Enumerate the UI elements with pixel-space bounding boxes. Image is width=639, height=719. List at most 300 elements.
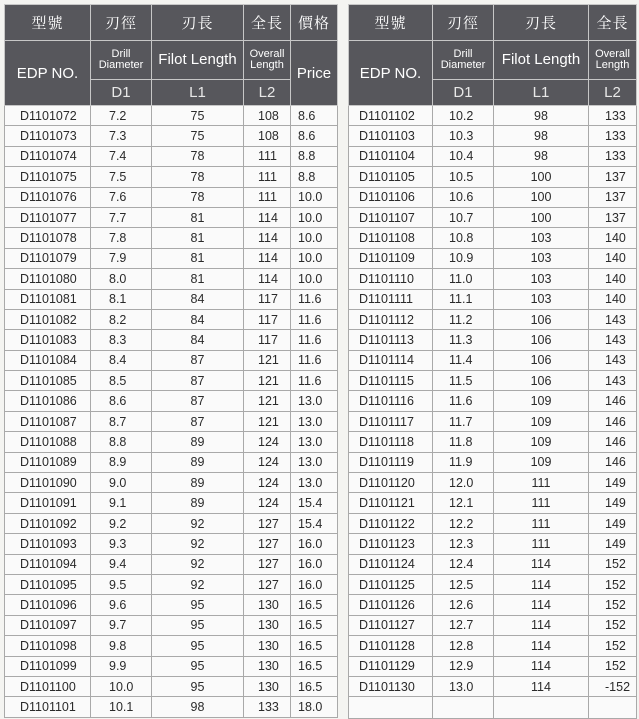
d1-cell: 9.7 — [91, 615, 152, 635]
edp-cell: D1101107 — [349, 207, 433, 227]
d1-cell: 8.2 — [91, 309, 152, 329]
l1-cell: 95 — [152, 636, 244, 656]
d1-header-code: D1 — [433, 80, 494, 106]
d1-cell: 12.8 — [433, 636, 494, 656]
l1-cell: 106 — [494, 330, 589, 350]
table-row — [349, 574, 637, 594]
l1-cell: 95 — [152, 595, 244, 615]
l2-cell: 117 — [244, 330, 291, 350]
l2-cell: 130 — [244, 636, 291, 656]
table-row — [349, 432, 637, 452]
d1-cell: 8.0 — [91, 269, 152, 289]
l2-cell: 152 — [589, 656, 637, 676]
price-cell: 13.0 — [291, 432, 338, 452]
price-cell: 8.8 — [291, 167, 338, 187]
l1-cell: 92 — [152, 513, 244, 533]
d1-cell: 8.6 — [91, 391, 152, 411]
price-cell: 10.0 — [291, 187, 338, 207]
l2-cell: 108 — [244, 106, 291, 126]
d1-cell: 8.5 — [91, 371, 152, 391]
l1-cell: 78 — [152, 187, 244, 207]
table-row — [5, 676, 338, 696]
d1-cell: 12.6 — [433, 595, 494, 615]
price-header-en: Price — [291, 41, 338, 106]
empty-cell — [349, 697, 433, 719]
l1-cell: 114 — [494, 676, 589, 696]
table-row — [349, 248, 637, 268]
d1-cell: 10.3 — [433, 126, 494, 146]
table-row — [349, 330, 637, 350]
table-row — [349, 615, 637, 635]
d1-cell: 8.7 — [91, 411, 152, 431]
edp-cell: D1101109 — [349, 248, 433, 268]
l2-cell: 130 — [244, 615, 291, 635]
edp-cell: D1101122 — [349, 513, 433, 533]
edp-cell: D1101105 — [349, 167, 433, 187]
d1-cell: 11.2 — [433, 309, 494, 329]
edp-cell: D1101128 — [349, 636, 433, 656]
price-cell: 11.6 — [291, 371, 338, 391]
l2-cell: 111 — [244, 167, 291, 187]
table-row — [5, 330, 338, 350]
l1-cell: 87 — [152, 350, 244, 370]
empty-row — [349, 697, 637, 719]
l2-cell: 143 — [589, 350, 637, 370]
edp-cell: D1101102 — [349, 106, 433, 126]
l2-cell: 117 — [244, 289, 291, 309]
table-row — [5, 167, 338, 187]
d1-cell: 11.3 — [433, 330, 494, 350]
d1-cell: 9.2 — [91, 513, 152, 533]
l2-header-code: L2 — [589, 80, 637, 106]
edp-cell: D1101118 — [349, 432, 433, 452]
l1-cell: 87 — [152, 391, 244, 411]
table-row — [5, 289, 338, 309]
d1-cell: 12.1 — [433, 493, 494, 513]
edp-cell: D1101072 — [5, 106, 91, 126]
l2-header-zh: 全長 — [244, 5, 291, 41]
l2-header-en: Overall Length — [244, 41, 291, 80]
l2-cell: 133 — [589, 146, 637, 166]
l1-cell: 106 — [494, 350, 589, 370]
l1-cell: 95 — [152, 676, 244, 696]
table-row — [5, 554, 338, 574]
price-cell: 16.5 — [291, 656, 338, 676]
edp-cell: D1101121 — [349, 493, 433, 513]
price-cell: 13.0 — [291, 473, 338, 493]
table-row — [349, 187, 637, 207]
price-cell: 16.5 — [291, 676, 338, 696]
l1-cell: 89 — [152, 432, 244, 452]
l1-cell: 111 — [494, 473, 589, 493]
d1-header-zh: 刃徑 — [91, 5, 152, 41]
d1-cell: 10.0 — [91, 676, 152, 696]
d1-cell: 9.9 — [91, 656, 152, 676]
d1-cell: 9.1 — [91, 493, 152, 513]
table-row — [349, 595, 637, 615]
d1-cell: 12.9 — [433, 656, 494, 676]
edp-cell: D1101080 — [5, 269, 91, 289]
edp-cell: D1101082 — [5, 309, 91, 329]
l2-cell: 114 — [244, 269, 291, 289]
l1-cell: 81 — [152, 228, 244, 248]
l2-cell: 111 — [244, 187, 291, 207]
l2-cell: 124 — [244, 473, 291, 493]
table-row — [5, 371, 338, 391]
table-row — [349, 350, 637, 370]
d1-header-en: Drill Diameter — [433, 41, 494, 80]
d1-cell: 10.1 — [91, 697, 152, 717]
price-cell: 16.0 — [291, 574, 338, 594]
l2-cell: 133 — [589, 126, 637, 146]
edp-cell: D1101100 — [5, 676, 91, 696]
l2-cell: 108 — [244, 126, 291, 146]
l1-cell: 81 — [152, 248, 244, 268]
edp-cell: D1101111 — [349, 289, 433, 309]
d1-cell: 11.9 — [433, 452, 494, 472]
price-cell: 16.5 — [291, 615, 338, 635]
d1-cell: 8.8 — [91, 432, 152, 452]
table-row — [5, 207, 338, 227]
l2-cell: 146 — [589, 391, 637, 411]
table-row — [349, 309, 637, 329]
d1-cell: 11.1 — [433, 289, 494, 309]
l2-cell: 127 — [244, 534, 291, 554]
edp-cell: D1101085 — [5, 371, 91, 391]
l2-cell: 152 — [589, 574, 637, 594]
l1-cell: 114 — [494, 554, 589, 574]
l1-cell: 89 — [152, 493, 244, 513]
edp-cell: D1101084 — [5, 350, 91, 370]
l1-cell: 75 — [152, 126, 244, 146]
l2-cell: 121 — [244, 411, 291, 431]
l2-cell: 140 — [589, 248, 637, 268]
edp-cell: D1101099 — [5, 656, 91, 676]
table-row — [5, 697, 338, 717]
price-cell: 11.6 — [291, 289, 338, 309]
l2-cell: 149 — [589, 493, 637, 513]
l2-cell: 117 — [244, 309, 291, 329]
price-cell: 18.0 — [291, 697, 338, 717]
d1-cell: 8.4 — [91, 350, 152, 370]
l1-header-zh: 刃長 — [152, 5, 244, 41]
price-cell: 8.6 — [291, 126, 338, 146]
d1-cell: 9.0 — [91, 473, 152, 493]
edp-cell: D1101101 — [5, 697, 91, 717]
l1-cell: 89 — [152, 452, 244, 472]
d1-cell: 8.3 — [91, 330, 152, 350]
d1-cell: 11.6 — [433, 391, 494, 411]
table-row — [5, 411, 338, 431]
l1-header-en: Filot Length — [494, 41, 589, 80]
l2-cell: 146 — [589, 432, 637, 452]
price-cell: 15.4 — [291, 513, 338, 533]
edp-cell: D1101129 — [349, 656, 433, 676]
l2-cell: 111 — [244, 146, 291, 166]
table-row — [349, 106, 637, 126]
l2-cell: 133 — [244, 697, 291, 717]
l1-cell: 98 — [494, 106, 589, 126]
d1-cell: 9.3 — [91, 534, 152, 554]
l1-cell: 98 — [494, 146, 589, 166]
table-row — [349, 452, 637, 472]
table-row — [5, 146, 338, 166]
d1-cell: 9.8 — [91, 636, 152, 656]
table-row — [349, 676, 637, 696]
table-row — [5, 595, 338, 615]
edp-cell: D1101088 — [5, 432, 91, 452]
l1-cell: 84 — [152, 330, 244, 350]
table-row — [5, 106, 338, 126]
l2-cell: 121 — [244, 371, 291, 391]
l1-cell: 100 — [494, 167, 589, 187]
l2-cell: 127 — [244, 574, 291, 594]
d1-cell: 12.3 — [433, 534, 494, 554]
edp-cell: D1101087 — [5, 411, 91, 431]
l2-header-zh: 全長 — [589, 5, 637, 41]
edp-cell: D1101106 — [349, 187, 433, 207]
edp-cell: D1101125 — [349, 574, 433, 594]
l1-cell: 92 — [152, 534, 244, 554]
table-row — [349, 371, 637, 391]
l2-cell: 152 — [589, 636, 637, 656]
edp-cell: D1101098 — [5, 636, 91, 656]
price-cell: 10.0 — [291, 269, 338, 289]
price-table-right — [348, 4, 637, 719]
price-cell: 8.6 — [291, 106, 338, 126]
d1-cell: 8.9 — [91, 452, 152, 472]
table-row — [5, 228, 338, 248]
l2-cell: 149 — [589, 534, 637, 554]
price-cell: 13.0 — [291, 452, 338, 472]
table-row — [5, 350, 338, 370]
price-cell: 10.0 — [291, 228, 338, 248]
l2-cell: 121 — [244, 391, 291, 411]
d1-cell: 9.5 — [91, 574, 152, 594]
l1-cell: 109 — [494, 411, 589, 431]
d1-cell: 7.5 — [91, 167, 152, 187]
table-row — [5, 534, 338, 554]
l2-cell: 114 — [244, 248, 291, 268]
table-row — [5, 269, 338, 289]
price-cell: 16.0 — [291, 534, 338, 554]
price-cell: 11.6 — [291, 350, 338, 370]
l2-cell: 121 — [244, 350, 291, 370]
d1-cell: 10.4 — [433, 146, 494, 166]
l2-cell: 152 — [589, 595, 637, 615]
d1-cell: 11.4 — [433, 350, 494, 370]
l2-cell: 143 — [589, 371, 637, 391]
table-row — [5, 187, 338, 207]
table-row — [349, 493, 637, 513]
edp-cell: D1101120 — [349, 473, 433, 493]
d1-cell: 13.0 — [433, 676, 494, 696]
l1-cell: 109 — [494, 432, 589, 452]
l2-cell: 143 — [589, 309, 637, 329]
table-row — [349, 391, 637, 411]
l2-cell: 127 — [244, 513, 291, 533]
table-row — [349, 289, 637, 309]
edp-cell: D1101097 — [5, 615, 91, 635]
table-row — [349, 126, 637, 146]
d1-cell: 7.2 — [91, 106, 152, 126]
edp-cell: D1101126 — [349, 595, 433, 615]
price-cell: 13.0 — [291, 411, 338, 431]
edp-cell: D1101075 — [5, 167, 91, 187]
l1-cell: 114 — [494, 636, 589, 656]
edp-cell: D1101095 — [5, 574, 91, 594]
l2-cell: 143 — [589, 330, 637, 350]
d1-cell: 12.7 — [433, 615, 494, 635]
edp-cell: D1101096 — [5, 595, 91, 615]
price-cell: 15.4 — [291, 493, 338, 513]
edp-cell: D1101108 — [349, 228, 433, 248]
table-row — [5, 126, 338, 146]
edp-cell: D1101076 — [5, 187, 91, 207]
edp-cell: D1101104 — [349, 146, 433, 166]
l2-cell: 124 — [244, 493, 291, 513]
edp-cell: D1101103 — [349, 126, 433, 146]
edp-cell: D1101090 — [5, 473, 91, 493]
edp-cell: D1101119 — [349, 452, 433, 472]
l1-cell: 111 — [494, 513, 589, 533]
price-table-left — [4, 4, 338, 718]
l2-cell: 124 — [244, 432, 291, 452]
edp-cell: D1101083 — [5, 330, 91, 350]
l2-cell: 114 — [244, 207, 291, 227]
edp-cell: D1101093 — [5, 534, 91, 554]
edp-cell: D1101089 — [5, 452, 91, 472]
table-row — [5, 391, 338, 411]
l1-cell: 114 — [494, 615, 589, 635]
price-cell: 16.5 — [291, 595, 338, 615]
edp-cell: D1101117 — [349, 411, 433, 431]
d1-header-zh: 刃徑 — [433, 5, 494, 41]
l2-cell: 137 — [589, 167, 637, 187]
edp-cell: D1101110 — [349, 269, 433, 289]
l1-cell: 103 — [494, 248, 589, 268]
empty-cell — [433, 697, 494, 719]
l2-cell: 130 — [244, 676, 291, 696]
d1-cell: 10.2 — [433, 106, 494, 126]
table-row — [349, 167, 637, 187]
edp-cell: D1101092 — [5, 513, 91, 533]
l1-cell: 98 — [494, 126, 589, 146]
edp-header-en: EDP NO. — [5, 41, 91, 106]
edp-cell: D1101116 — [349, 391, 433, 411]
d1-cell: 11.5 — [433, 371, 494, 391]
d1-cell: 7.6 — [91, 187, 152, 207]
l1-cell: 78 — [152, 167, 244, 187]
l2-cell: 152 — [589, 554, 637, 574]
d1-cell: 10.5 — [433, 167, 494, 187]
l1-cell: 89 — [152, 473, 244, 493]
edp-cell: D1101112 — [349, 309, 433, 329]
l1-cell: 109 — [494, 391, 589, 411]
table-row — [5, 248, 338, 268]
edp-cell: D1101124 — [349, 554, 433, 574]
d1-cell: 7.8 — [91, 228, 152, 248]
d1-cell: 7.4 — [91, 146, 152, 166]
l2-cell: 127 — [244, 554, 291, 574]
l1-cell: 92 — [152, 554, 244, 574]
l1-header-zh: 刃長 — [494, 5, 589, 41]
d1-cell: 7.7 — [91, 207, 152, 227]
d1-cell: 12.5 — [433, 574, 494, 594]
l1-cell: 95 — [152, 615, 244, 635]
l1-cell: 100 — [494, 207, 589, 227]
l2-cell: 152 — [589, 615, 637, 635]
edp-cell: D1101113 — [349, 330, 433, 350]
price-cell: 10.0 — [291, 248, 338, 268]
l1-cell: 114 — [494, 656, 589, 676]
l1-header-code: L1 — [152, 80, 244, 106]
table-row — [5, 432, 338, 452]
l2-cell: 133 — [589, 106, 637, 126]
d1-cell: 7.9 — [91, 248, 152, 268]
l1-cell: 114 — [494, 574, 589, 594]
l1-cell: 92 — [152, 574, 244, 594]
table-row — [349, 207, 637, 227]
d1-cell: 11.0 — [433, 269, 494, 289]
l1-cell: 87 — [152, 371, 244, 391]
l2-cell: 137 — [589, 187, 637, 207]
price-cell: 16.5 — [291, 636, 338, 656]
d1-header-en: Drill Diameter — [91, 41, 152, 80]
edp-header-zh: 型號 — [349, 5, 433, 41]
price-cell: 8.8 — [291, 146, 338, 166]
l2-cell: 140 — [589, 269, 637, 289]
d1-cell: 12.2 — [433, 513, 494, 533]
edp-cell: D1101114 — [349, 350, 433, 370]
d1-cell: 10.8 — [433, 228, 494, 248]
table-row — [5, 309, 338, 329]
table-row — [349, 554, 637, 574]
table-row — [5, 473, 338, 493]
table-row — [349, 636, 637, 656]
d1-cell: 10.7 — [433, 207, 494, 227]
edp-cell: D1101094 — [5, 554, 91, 574]
table-row — [349, 411, 637, 431]
table-row — [5, 574, 338, 594]
l2-cell: 146 — [589, 452, 637, 472]
d1-cell: 9.4 — [91, 554, 152, 574]
table-row — [349, 146, 637, 166]
table-row — [5, 452, 338, 472]
l1-cell: 106 — [494, 309, 589, 329]
edp-cell: D1101086 — [5, 391, 91, 411]
l2-cell: 130 — [244, 656, 291, 676]
l1-cell: 87 — [152, 411, 244, 431]
l2-cell: 124 — [244, 452, 291, 472]
table-row — [349, 269, 637, 289]
l2-header-code: L2 — [244, 80, 291, 106]
d1-cell: 11.8 — [433, 432, 494, 452]
edp-cell: D1101115 — [349, 371, 433, 391]
l2-cell: -152 — [589, 676, 637, 696]
l1-header-en: Filot Length — [152, 41, 244, 80]
table-row — [5, 615, 338, 635]
table-row — [5, 636, 338, 656]
edp-cell: D1101130 — [349, 676, 433, 696]
l2-cell: 137 — [589, 207, 637, 227]
l2-cell: 140 — [589, 289, 637, 309]
l1-cell: 78 — [152, 146, 244, 166]
l2-cell: 146 — [589, 411, 637, 431]
edp-cell: D1101081 — [5, 289, 91, 309]
d1-cell: 11.7 — [433, 411, 494, 431]
table-row — [349, 473, 637, 493]
